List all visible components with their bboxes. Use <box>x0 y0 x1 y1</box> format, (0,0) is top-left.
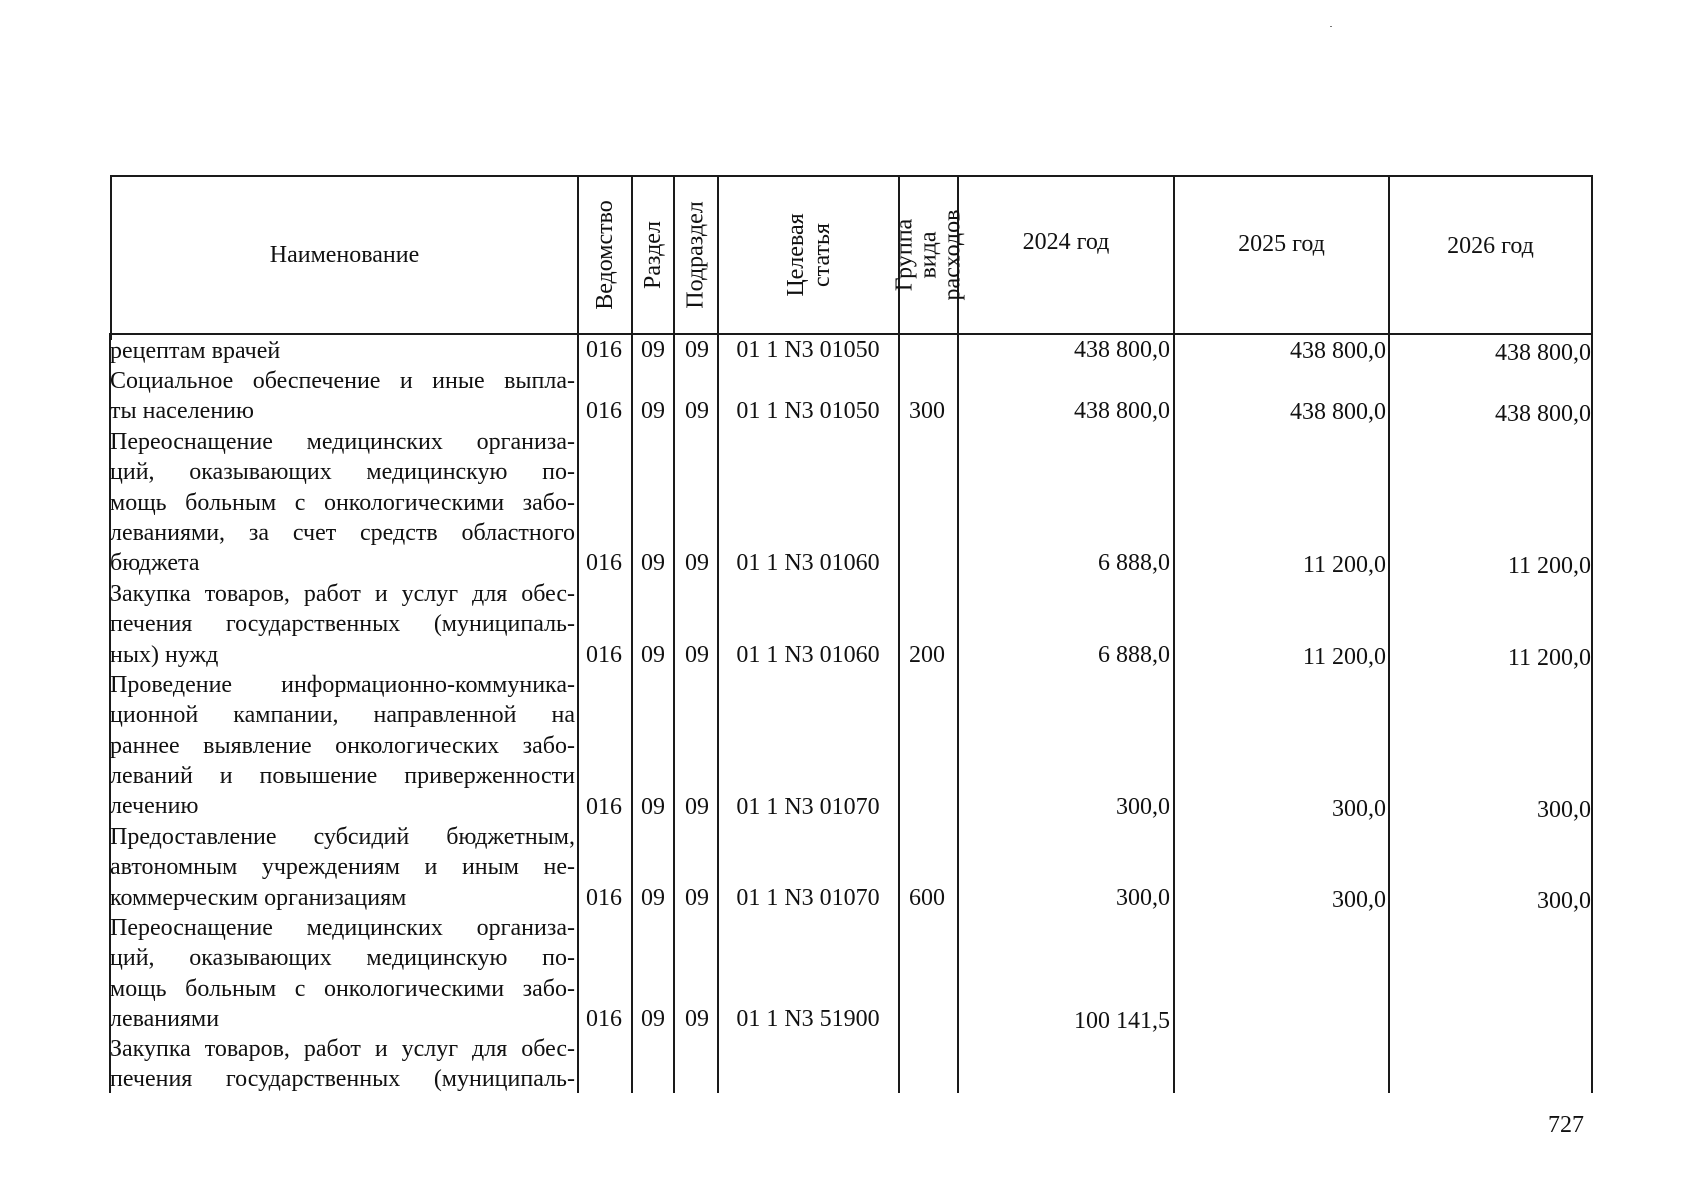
row-4-y2024: 300,0 <box>1116 794 1170 820</box>
row-7-name-line-0: Закупка товаров, работ и услуг для обес- <box>110 1036 575 1062</box>
row-4-name-line-2: раннее выявление онкологических забо- <box>110 732 575 759</box>
row-7-name-line-1: печения государственных (муниципаль- <box>110 1066 575 1093</box>
header-2024 <box>959 177 1173 307</box>
page-number: 727 <box>1548 1112 1584 1138</box>
row-3-y2024: 6 888,0 <box>1098 642 1170 668</box>
row-3-name-line-1: печения государственных (муниципаль- <box>110 611 575 638</box>
table-right-border <box>1591 175 1593 1093</box>
row-6-name-line-2: мощь больным с онкологическими забо- <box>110 975 575 1002</box>
row-6-cs: 01 1 N3 51900 <box>736 1006 880 1032</box>
row-1-name <box>110 366 575 427</box>
header-vedomstvo-text: Ведомство <box>592 200 618 310</box>
row-3-razdel: 09 <box>641 642 665 668</box>
row-2-name-line-1: ций, оказывающих медицинскую по- <box>110 459 575 486</box>
row-1-podrazdel: 09 <box>685 398 709 424</box>
col-divider-2024 <box>1173 175 1175 1093</box>
row-5-y2026: 300,0 <box>1537 888 1591 914</box>
row-6-name-line-3: леваниями <box>110 1005 220 1032</box>
row-2-name-line-3: леваниями, за счет средств областного <box>110 519 575 546</box>
row-2-razdel: 09 <box>641 550 665 576</box>
row-0-ved: 016 <box>586 337 622 363</box>
row-5-podrazdel: 09 <box>685 885 709 911</box>
row-2-y2026: 11 200,0 <box>1507 553 1591 579</box>
row-5-razdel: 09 <box>641 885 665 911</box>
row-3-name-line-0: Закупка товаров, работ и услуг для обес- <box>110 581 575 607</box>
row-6-razdel: 09 <box>641 1006 665 1032</box>
row-4-name <box>110 670 575 821</box>
row-4-ved: 016 <box>586 794 622 820</box>
header-tselevaya-statya-text: Целевая статья <box>782 213 835 297</box>
row-3-cs: 01 1 N3 01060 <box>736 642 880 668</box>
row-1-y2024: 438 800,0 <box>1074 398 1170 424</box>
row-3-y2026: 11 200,0 <box>1507 645 1591 671</box>
row-2-ved: 016 <box>586 550 622 576</box>
header-2025 <box>1175 177 1388 311</box>
row-5-cs: 01 1 N3 01070 <box>736 885 880 911</box>
row-1-y2025: 438 800,0 <box>1290 399 1386 425</box>
row-6-name-line-1: ций, оказывающих медицинскую по- <box>110 945 575 972</box>
row-5-name <box>110 822 575 913</box>
row-1-grp: 300 <box>909 398 945 424</box>
row-5-name-line-0: Предоставление субсидий бюджетным, <box>110 824 575 850</box>
row-1-name-line-1: ты населению <box>110 398 254 425</box>
header-tselevaya-statya <box>719 177 898 333</box>
row-4-podrazdel: 09 <box>685 794 709 820</box>
row-3-y2025: 11 200,0 <box>1302 644 1386 670</box>
row-0-y2025: 438 800,0 <box>1290 338 1386 364</box>
col-divider-grp <box>957 175 959 1093</box>
header-name <box>112 177 577 333</box>
row-4-name-line-0: Проведение информационно-коммуника- <box>110 672 575 698</box>
row-6-name-line-0: Переоснащение медицинских организа- <box>110 915 575 941</box>
header-2024-text: 2024 год <box>1022 229 1110 255</box>
row-0-y2026: 438 800,0 <box>1495 340 1591 366</box>
row-0-razdel: 09 <box>641 337 665 363</box>
row-1-cs: 01 1 N3 01050 <box>736 398 880 424</box>
row-4-cs: 01 1 N3 01070 <box>736 794 880 820</box>
row-6-name <box>110 913 575 1034</box>
row-1-ved: 016 <box>586 398 622 424</box>
row-6-podrazdel: 09 <box>685 1006 709 1032</box>
row-7-name <box>110 1034 575 1095</box>
row-2-y2025: 11 200,0 <box>1302 552 1386 578</box>
row-5-y2025: 300,0 <box>1332 887 1386 913</box>
header-2026-text: 2026 год <box>1447 233 1534 259</box>
header-gruppa-text: Группа вида расходов <box>891 209 966 301</box>
row-3-grp: 200 <box>909 642 945 668</box>
row-2-name-line-2: мощь больным с онкологическими забо- <box>110 489 575 516</box>
row-2-name <box>110 427 575 578</box>
header-name-text: Наименование <box>269 242 420 268</box>
row-1-name-line-0: Социальное обеспечение и иные выпла- <box>110 368 575 394</box>
row-2-y2024: 6 888,0 <box>1098 550 1170 576</box>
row-1-y2026: 438 800,0 <box>1495 401 1591 427</box>
row-4-name-line-3: леваний и повышение приверженности <box>110 762 575 789</box>
row-3-podrazdel: 09 <box>685 642 709 668</box>
row-4-razdel: 09 <box>641 794 665 820</box>
row-4-name-line-4: лечению <box>110 793 199 820</box>
row-4-y2025: 300,0 <box>1332 796 1386 822</box>
row-0-podrazdel: 09 <box>685 337 709 363</box>
row-4-name-line-1: ционной кампании, направленной на <box>110 702 575 729</box>
header-2026 <box>1390 177 1591 315</box>
row-0-y2024: 438 800,0 <box>1074 337 1170 363</box>
row-1-razdel: 09 <box>641 398 665 424</box>
header-razdel-text: Раздел <box>640 221 667 289</box>
row-0-name-line-0: рецептам врачей <box>110 338 281 364</box>
row-6-ved: 016 <box>586 1006 622 1032</box>
row-4-y2026: 300,0 <box>1537 797 1591 823</box>
row-5-y2024: 300,0 <box>1116 885 1170 911</box>
header-podrazdel-text: Подраздел <box>683 201 710 309</box>
row-3-name-line-2: ных) нужд <box>110 641 219 668</box>
row-5-ved: 016 <box>586 885 622 911</box>
row-2-podrazdel: 09 <box>685 550 709 576</box>
row-2-cs: 01 1 N3 01060 <box>736 550 880 576</box>
row-5-name-line-2: коммерческим организациям <box>110 884 407 911</box>
row-5-grp: 600 <box>909 885 945 911</box>
row-3-name <box>110 579 575 670</box>
header-gruppa-vida-rashodov <box>891 177 966 333</box>
header-vedomstvo <box>579 177 631 333</box>
row-0-name <box>110 336 575 366</box>
header-razdel <box>633 177 673 333</box>
header-2025-text: 2025 год <box>1238 231 1325 257</box>
row-0-cs: 01 1 N3 01050 <box>736 337 880 363</box>
row-2-name-line-4: бюджета <box>110 550 200 577</box>
row-3-ved: 016 <box>586 642 622 668</box>
row-5-name-line-1: автономным учреждениям и иным не- <box>110 854 575 881</box>
row-6-y2024: 100 141,5 <box>1074 1008 1170 1034</box>
row-2-name-line-0: Переоснащение медицинских организа- <box>110 429 575 455</box>
header-podrazdel <box>675 177 717 333</box>
